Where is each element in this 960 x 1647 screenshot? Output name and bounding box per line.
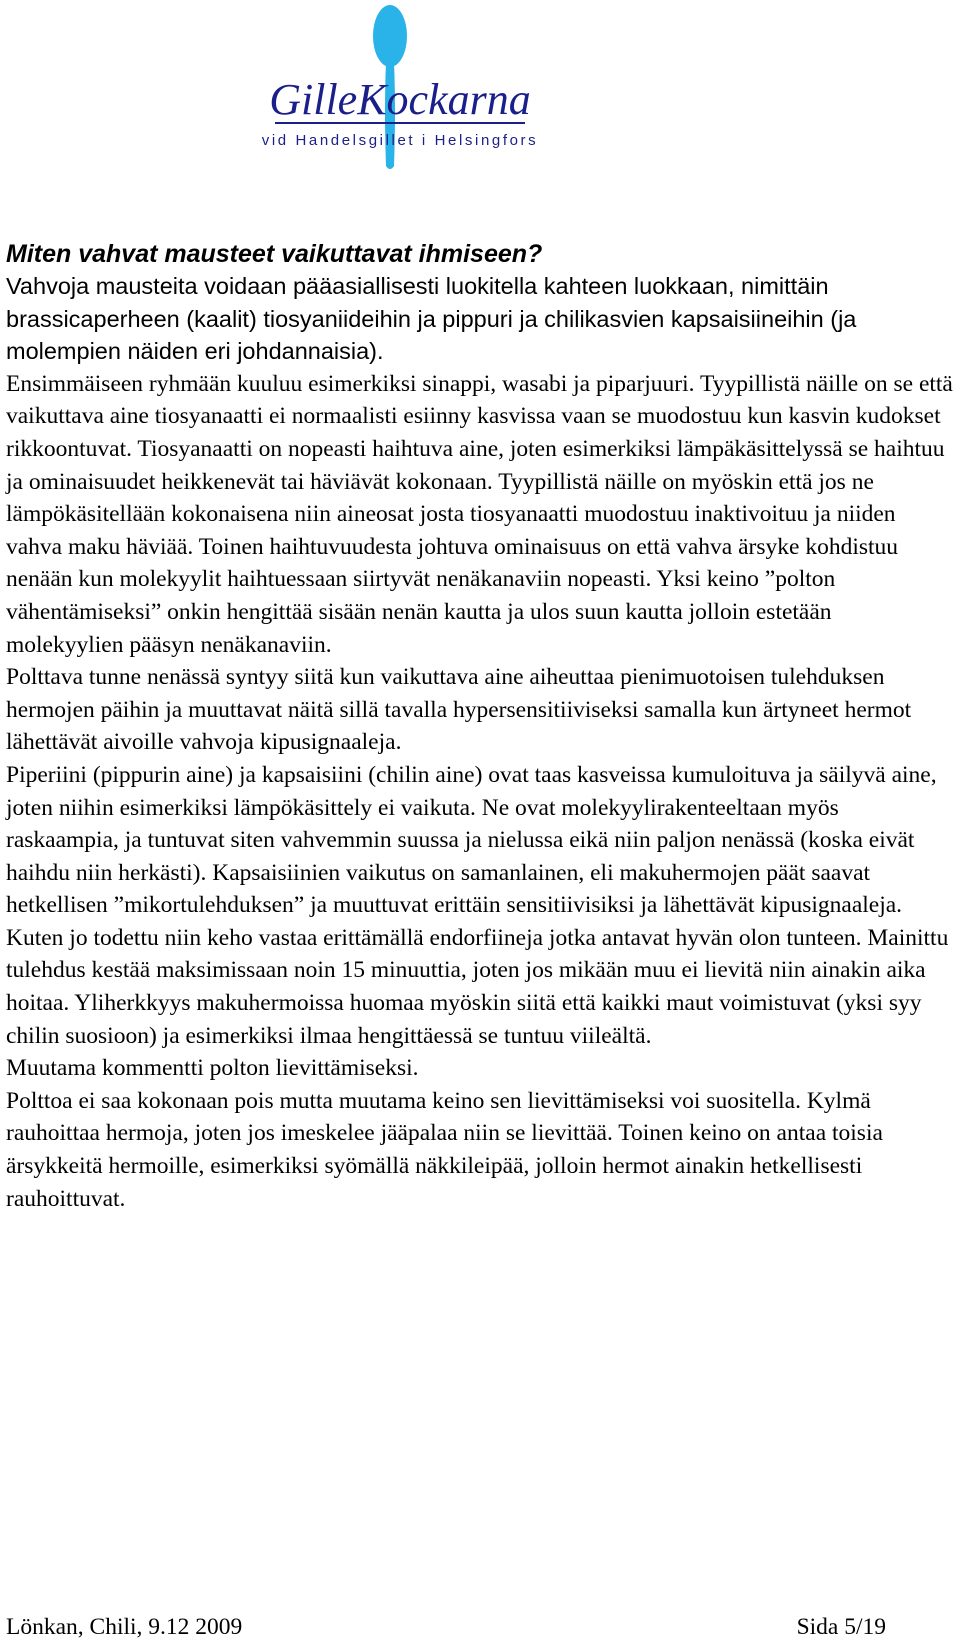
paragraph-relief-tips: Polttoa ei saa kokonaan pois mutta muutama keino sen lievittämiseksi voi suositella. Kylmä rauhoittaa hermoja, joten jos imeskelee jääpalaa niin se lievittää. Toinen keino on antaa toisia ärsykkeitä hermoille, esimerkiksi syömällä näkkileipää, jolloin hermot ainakin hetkellisesti rauhoittuvat.: [6, 1087, 883, 1212]
footer-source: Lönkan, Chili, 9.12 2009: [6, 1614, 243, 1640]
logo: [255, 0, 545, 180]
paragraph-piperine-capsaicin: Piperiini (pippurin aine) ja kapsaisiini (chilin aine) ovat taas kasveissa kumuloituva ja säilyvä aine, joten niihin esimerkiksi lämpökäsittely ei vaikuta. Ne ovat molekyylirakenteeltaan myös raskaampia, ja tuntuvat siten vahvemmin suussa ja nielussa eikä niin paljon nenässä (koska eivät haihdu niin herkästi). Kapsaisiinien vaikutus on samanlainen, eli makuhermojen päät saavat hetkellisen ”mikortulehduksen” ja muuttuvat erittäin sensitiivisiksi ja lähettävät kipusignaaleja. Kuten jo todettu niin keho vastaa erittämällä endorfiineja jotka antavat hyvän olon tunteen. Mainittu tulehdus kestää maksimissaan noin 15 minuuttia, joten jos mikään muu ei lievitä niin ainakin aika hoitaa. Yliherkkyys makuhermoissa huomaa myöskin siitä että kaikki maut voimistuvat (yksi syy chilin suosioon) ja esimerkiksi ilmaa hengittäessä se tuntuu viileältä.: [6, 761, 949, 1049]
page-number: Sida 5/19: [796, 1614, 886, 1640]
logo-tagline: vid Handelsgillet i Helsingfors: [261, 132, 539, 149]
paragraph-relief-heading: Muutama kommentti polton lievittämiseksi.: [6, 1055, 419, 1082]
paragraph-thiocyanate: Ensimmäiseen ryhmään kuuluu esimerkiksi sinappi, wasabi ja piparjuuri. Tyypillistä näille on se että vaikuttava aine tiosyanaatti ei normaalisti esiinny kasvissa vaan se muodostuu kun kasvin kudokset rikkoontuvat. Tiosyanaatti on nopeasti haihtuva aine, joten esimerkiksi lämpäkäsittelyssä se haihtuu ja ominaisuudet heikkenevät tai häviävät kokonaan. Tyypillistä näille on myöskin että jos ne lämpökäsitellään kokonaisena niin aineosat josta tiosyanaatti muodostuu inaktivoituu ja niiden vahva maku häviää. Toinen haihtuvuudesta johtuva ominaisuus on että vahva ärsyke kohdistuu nenään kun molekyylit haihtuessaan siirtyvät nenäkanaviin nopeasti. Yksi keino ”polton vähentämiseksi” onkin hengittää sisään nenän kautta ja ulos suun kautta jolloin estetään molekyylien pääsyn nenäkanaviin.: [6, 370, 953, 658]
gillekockarna-logo: [255, 0, 545, 180]
paragraph-burning-sensation: Polttava tunne nenässä syntyy siitä kun vaikuttava aine aiheuttaa pienimuotoisen tulehduksen hermojen päihin ja muuttavat näitä sillä tavalla hypersensitiiviseksi samalla kun ärtyneet hermot lähettävät aivoille vahvoja kipusignaaleja.: [6, 664, 912, 756]
article-heading: Miten vahvat mausteet vaikuttavat ihmiseen?: [6, 240, 543, 268]
logo-name: GilleKockarna: [269, 75, 531, 124]
article: [6, 238, 954, 1215]
intro-paragraph: Vahvoja mausteita voidaan pääasiallisesti luokitella kahteen luokkaan, nimittäin brassicaperheen (kaalit) tiosyaniideihin ja pippuri ja chilikasvien kapsaisiineihin (ja molempien näiden eri johdannaisia).: [6, 273, 857, 365]
spoon-bowl-icon: [373, 5, 407, 67]
